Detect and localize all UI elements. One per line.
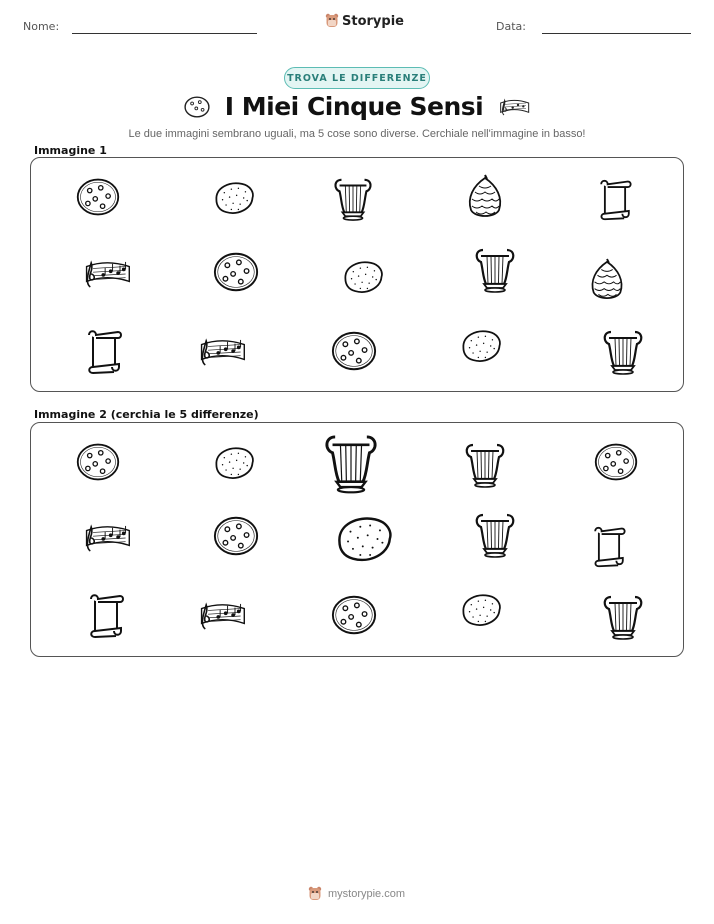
cookie-icon[interactable]	[212, 514, 260, 558]
lyre-icon[interactable]	[473, 509, 517, 559]
lyre-icon[interactable]	[321, 429, 381, 495]
scroll-icon	[83, 326, 125, 376]
music-notes-icon[interactable]	[81, 519, 133, 557]
image2-panel[interactable]	[30, 422, 684, 657]
cookie-icon[interactable]	[330, 593, 378, 637]
bear-icon	[325, 13, 339, 29]
lemon-icon	[341, 257, 385, 297]
music-notes-icon	[81, 255, 133, 293]
music-notes-icon	[497, 95, 531, 119]
music-notes-icon[interactable]	[196, 597, 248, 635]
date-label: Data:	[496, 20, 526, 33]
lemon-icon	[212, 178, 256, 218]
bear-icon	[308, 886, 322, 902]
music-notes-icon	[196, 333, 248, 371]
name-field-line[interactable]	[72, 33, 257, 34]
footer	[308, 886, 405, 902]
lyre-icon	[601, 326, 645, 376]
lemon-icon[interactable]	[331, 512, 397, 566]
name-label: Nome:	[23, 20, 60, 33]
cookie-icon	[75, 175, 121, 219]
scroll-icon	[596, 176, 634, 222]
lyre-icon[interactable]	[601, 591, 645, 641]
lemon-icon[interactable]	[212, 443, 256, 483]
image1-panel	[30, 157, 684, 392]
lemon-icon	[459, 326, 503, 366]
scroll-icon[interactable]	[85, 590, 127, 640]
lyre-icon[interactable]	[463, 439, 507, 489]
image2-label: Immagine 2 (cerchia le 5 differenze)	[34, 408, 259, 421]
footer-url: mystorypie.com	[328, 888, 406, 900]
cookie-icon	[330, 329, 378, 373]
scroll-icon[interactable]	[589, 523, 629, 569]
cookie-icon[interactable]	[593, 440, 639, 484]
cookie-icon	[212, 250, 260, 294]
brand-name: Storypie	[342, 13, 404, 29]
lemon-icon[interactable]	[459, 590, 503, 630]
title-row	[0, 92, 714, 121]
lyre-icon	[473, 244, 517, 294]
pinecone-icon	[586, 255, 628, 305]
brand-logo	[325, 13, 404, 29]
lyre-icon	[331, 174, 375, 222]
instructions: Le due immagini sembrano uguali, ma 5 cose sono diverse. Cerchiale nell'immagine in basso!	[128, 128, 586, 140]
page-title: I Miei Cinque Sensi	[224, 92, 484, 121]
pinecone-icon	[463, 172, 507, 222]
cookie-icon	[183, 94, 211, 120]
date-field-line[interactable]	[542, 33, 691, 34]
worksheet-type-badge: TROVA LE DIFFERENZE	[284, 67, 430, 89]
cookie-icon[interactable]	[75, 440, 121, 484]
image1-label: Immagine 1	[34, 144, 107, 157]
